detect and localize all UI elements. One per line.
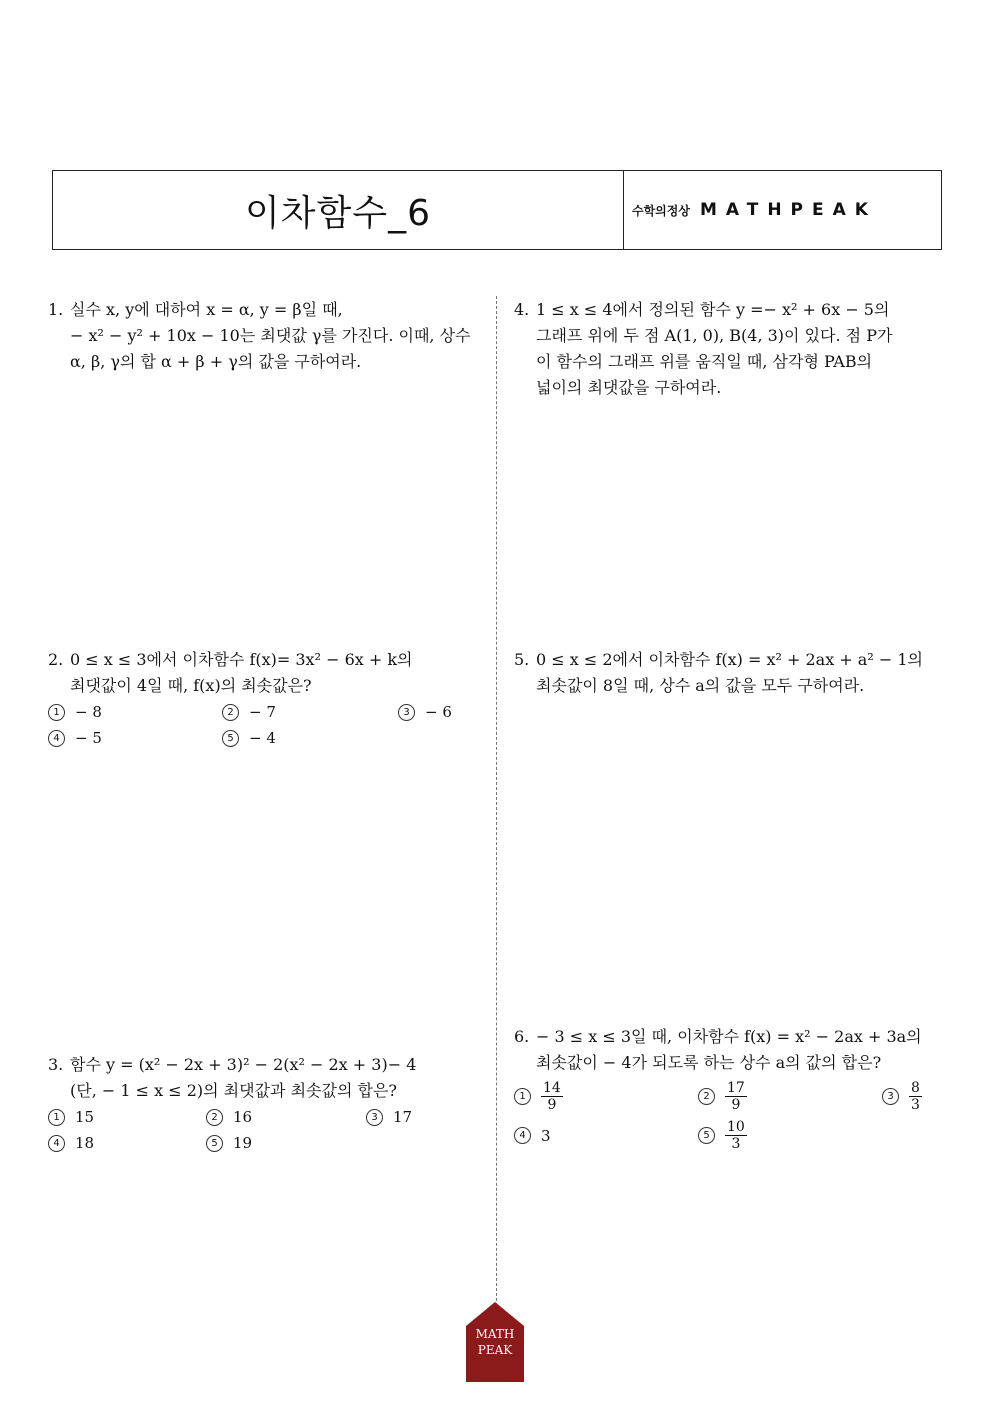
- question-text-line: 실수 x, y에 대하여 x = α, y = β일 때,: [70, 300, 343, 319]
- column-divider: [496, 296, 497, 1306]
- choice-mark: 3: [366, 1109, 383, 1126]
- denominator: 3: [731, 1136, 741, 1152]
- fraction: [725, 1080, 747, 1113]
- fraction: [725, 1119, 747, 1152]
- worksheet-title: 이차함수_6: [53, 171, 624, 249]
- question-2: [48, 647, 468, 751]
- question-text-line: 넓이의 최댓값을 구하여라.: [536, 378, 722, 397]
- choice-2[interactable]: [222, 699, 398, 725]
- choice-text: 15: [75, 1108, 95, 1126]
- choice-text: 16: [233, 1108, 253, 1126]
- logo-line-1: MATH: [475, 1327, 515, 1341]
- choice-text: 3: [541, 1126, 551, 1145]
- choice-mark: 2: [206, 1109, 223, 1126]
- question-4: [514, 297, 892, 401]
- question-1: [48, 297, 471, 375]
- choice-text: − 7: [249, 703, 276, 721]
- choice-mark: 4: [48, 1135, 65, 1152]
- choice-2[interactable]: [206, 1104, 366, 1130]
- denominator: 9: [547, 1097, 557, 1113]
- question-text-line: 함수 y = (x² − 2x + 3)² − 2(x² − 2x + 3)− 4: [70, 1055, 417, 1074]
- choice-4[interactable]: [48, 1130, 206, 1156]
- question-number: 5.: [514, 650, 530, 669]
- fraction: [909, 1080, 922, 1113]
- choice-3[interactable]: [882, 1080, 934, 1113]
- question-3: [48, 1052, 468, 1156]
- choice-text: 17: [393, 1108, 413, 1126]
- choice-3[interactable]: [366, 1104, 446, 1130]
- question-text-line: 최솟값이 − 4가 되도록 하는 상수 a의 값의 합은?: [536, 1053, 882, 1072]
- denominator: 9: [731, 1097, 741, 1113]
- choice-mark: 5: [206, 1135, 223, 1152]
- choice-4[interactable]: [48, 725, 222, 751]
- choice-2[interactable]: [698, 1080, 882, 1113]
- question-number: 2.: [48, 650, 64, 669]
- choice-1[interactable]: [514, 1080, 698, 1113]
- question-text-line: 1 ≤ x ≤ 4에서 정의된 함수 y =− x² + 6x − 5의: [536, 300, 890, 319]
- choice-text: − 8: [75, 703, 102, 721]
- brand: [624, 171, 941, 249]
- header-box: [52, 170, 942, 250]
- question-text-line: α, β, γ의 합 α + β + γ의 값을 구하여라.: [70, 352, 362, 371]
- choice-mark: 4: [514, 1127, 531, 1144]
- question-text-line: (단, − 1 ≤ x ≤ 2)의 최댓값과 최솟값의 합은?: [70, 1081, 397, 1100]
- fraction: [541, 1080, 563, 1113]
- question-text-line: − x² − y² + 10x − 10는 최댓값 γ를 가진다. 이때, 상수: [70, 326, 471, 345]
- choice-mark: 3: [398, 704, 415, 721]
- question-number: 4.: [514, 300, 530, 319]
- answer-choices: [514, 1080, 934, 1152]
- answer-choices: [48, 699, 468, 751]
- numerator: 8: [911, 1080, 920, 1096]
- choice-text: − 4: [249, 729, 276, 747]
- question-text-line: 0 ≤ x ≤ 3에서 이차함수 f(x)= 3x² − 6x + k의: [70, 650, 413, 669]
- logo-text: [466, 1326, 524, 1358]
- choice-1[interactable]: [48, 1104, 206, 1130]
- choice-mark: 2: [222, 704, 239, 721]
- question-number: 3.: [48, 1055, 64, 1074]
- answer-choices: [48, 1104, 468, 1156]
- choice-text: − 5: [75, 729, 102, 747]
- choice-text: − 6: [425, 703, 452, 721]
- numerator: 10: [727, 1119, 745, 1135]
- choice-mark: 3: [882, 1088, 899, 1105]
- question-text-line: 최댓값이 4일 때, f(x)의 최솟값은?: [70, 676, 312, 695]
- choice-mark: 2: [698, 1088, 715, 1105]
- choice-mark: 1: [48, 704, 65, 721]
- question-text-line: − 3 ≤ x ≤ 3일 때, 이차함수 f(x) = x² − 2ax + 3a의: [536, 1027, 922, 1046]
- choice-mark: 4: [48, 730, 65, 747]
- question-text-line: 0 ≤ x ≤ 2에서 이차함수 f(x) = x² + 2ax + a² − 1의: [536, 650, 923, 669]
- question-text-line: 이 함수의 그래프 위를 움직일 때, 삼각형 PAB의: [536, 352, 873, 371]
- question-text-line: 최솟값이 8일 때, 상수 a의 값을 모두 구하여라.: [536, 676, 865, 695]
- brand-korean: 수학의정상: [632, 203, 690, 218]
- question-number: 6.: [514, 1027, 530, 1046]
- choice-1[interactable]: [48, 699, 222, 725]
- question-text-line: 그래프 위에 두 점 A(1, 0), B(4, 3)이 있다. 점 P가: [536, 326, 893, 345]
- choice-text: 19: [233, 1134, 253, 1152]
- choice-5[interactable]: [206, 1130, 366, 1156]
- numerator: 14: [543, 1080, 561, 1096]
- brand-english: MATHPEAK: [699, 200, 877, 220]
- choice-mark: 5: [698, 1127, 715, 1144]
- numerator: 17: [727, 1080, 745, 1096]
- choice-mark: 1: [514, 1088, 531, 1105]
- logo-line-2: PEAK: [477, 1343, 513, 1357]
- choice-mark: 1: [48, 1109, 65, 1126]
- choice-5[interactable]: [698, 1119, 882, 1152]
- choice-text: 18: [75, 1134, 95, 1152]
- denominator: 3: [911, 1097, 920, 1113]
- question-number: 1.: [48, 300, 64, 319]
- question-6: [514, 1024, 934, 1152]
- choice-5[interactable]: [222, 725, 398, 751]
- choice-mark: 5: [222, 730, 239, 747]
- choice-3[interactable]: [398, 699, 468, 725]
- choice-4[interactable]: [514, 1119, 698, 1152]
- question-5: [514, 647, 923, 699]
